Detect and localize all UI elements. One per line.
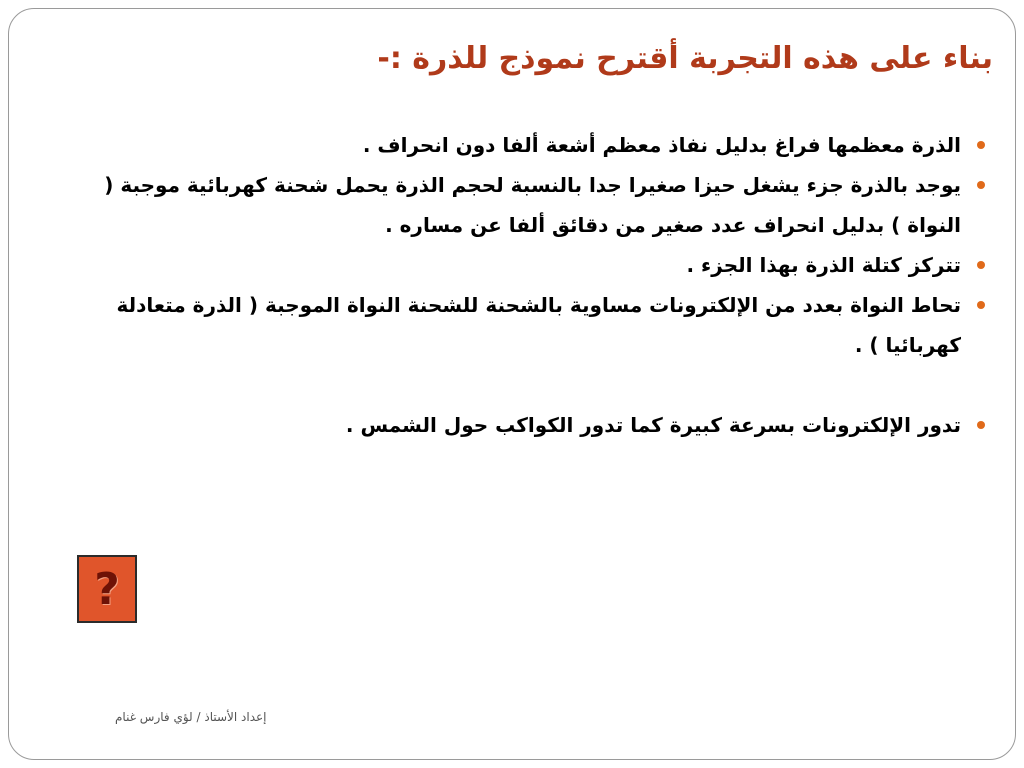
slide-title: بناء على هذه التجربة أقترح نموذج للذرة :-: [377, 41, 993, 76]
bullet-text: الذرة معظمها فراغ بدليل نفاذ معظم أشعة ألفا دون انحراف .: [362, 133, 961, 157]
bullet-text: يوجد بالذرة جزء يشغل حيزا صغيرا جدا بالنسبة لحجم الذرة يحمل شحنة كهربائية موجبة ( النواة ) بدليل انحراف عدد صغير من دقائق ألفا عن مساره .: [104, 173, 961, 237]
bullet-item: [51, 405, 991, 445]
bullet-dot-icon: [977, 261, 985, 269]
question-mark-icon: ?: [94, 563, 120, 615]
bullet-item: [51, 285, 991, 365]
bullet-text: تتركز كتلة الذرة بهذا الجزء .: [686, 253, 961, 277]
bullet-text: تدور الإلكترونات بسرعة كبيرة كما تدور الكواكب حول الشمس .: [345, 413, 961, 437]
bullet-item: [51, 125, 991, 165]
bullet-item: [51, 165, 991, 245]
bullet-dot-icon: [977, 301, 985, 309]
bullet-dot-icon: [977, 141, 985, 149]
bullet-item: [51, 245, 991, 285]
slide-frame: [8, 8, 1016, 760]
bullet-dot-icon: [977, 421, 985, 429]
footer-credit: إعداد الأستاذ / لؤي فارس غنام: [115, 710, 267, 724]
bullet-list: [51, 125, 991, 445]
help-button[interactable]: [77, 555, 137, 623]
bullet-text: تحاط النواة بعدد من الإلكترونات مساوية بالشحنة للشحنة النواة الموجبة ( الذرة متعادلة كهربائيا ) .: [116, 293, 961, 357]
bullet-dot-icon: [977, 181, 985, 189]
